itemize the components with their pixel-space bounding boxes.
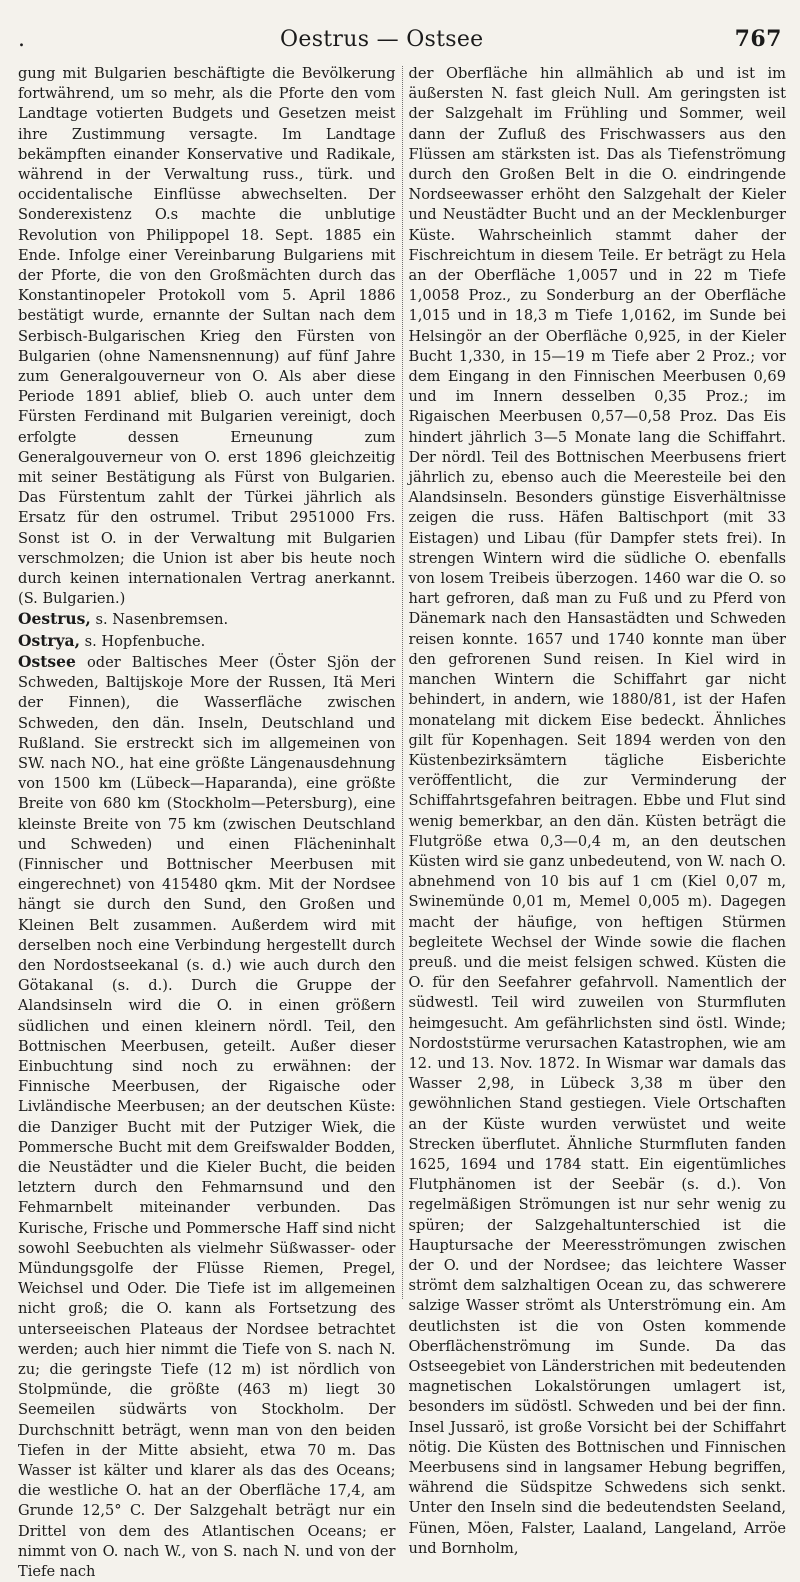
- left-column: [18, 64, 402, 1581]
- page-number: 767: [734, 26, 782, 52]
- entry-oestrus-text: s. Nasenbremsen.: [90, 611, 229, 629]
- page-header: [18, 26, 782, 54]
- running-title: Oestrus — Ostsee: [280, 27, 484, 52]
- entry-ostrya-text: s. Hopfenbuche.: [80, 632, 206, 650]
- entry-ostrya: [18, 631, 396, 652]
- headword-oestrus: Oestrus,: [18, 609, 91, 629]
- bulgaria-continuation-text: gung mit Bulgarien beschäftigte die Bevölkerung fortwährend, um so mehr, als die Pforte den vom Landtage votierten Budgets und Gesetzen meist ihre Zustimmung versagte. Im Landtage bekämpften einander Konservative und Radikale, während in der Verwaltung russ., türk. und occidentalische Einflüsse abwechselten. Der Sonderexistenz O.s machte die unblutige Revolution von Philippopel 18. Sept. 1885 ein Ende. Infolge einer Vereinbarung Bulgariens mit der Pforte, die von den Großmächten durch das Konstantinopeler Protokoll vom 5. April 1886 bestätigt wurde, ernannte der Sultan nach dem Serbisch-Bulgarischen Krieg den Fürsten von Bulgarien (ohne Namensnennung) auf fünf Jahre zum Generalgouverneur von O. Als aber diese Periode 1891 ablief, blieb O. auch unter dem Fürsten Ferdinand mit Bulgarien vereinigt, doch erfolgte dessen Erneunung zum Generalgouverneur von O. erst 1896 gleichzeitig mit seiner Bestätigung als Fürst von Bulgarien. Das Fürstentum zahlt der Türkei jährlich als Ersatz für den ostrumel. Tribut 2951000 Frs. Sonst ist O. in der Verwaltung mit Bulgarien verschmolzen; die Union ist aber bis heute noch durch keinen internationalen Vertrag anerkannt. (S. Bulgarien.): [18, 65, 396, 608]
- entry-ostsee-text: oder Baltisches Meer (Öster Sjön der Schweden, Baltijskoje More der Russen, Itä Meri der Finnen), die Wasserfläche zwischen Schweden, den dän. Inseln, Deutschland und Rußland. Sie erstreckt sich im allgemeinen von SW. nach NO., hat eine größte Längenausdehnung von 1500 km (Lübeck—Haparanda), eine größte Breite von 680 km (Stockholm—Petersburg), eine kleinste Breite von 75 km (zwischen Deutschland und Schweden) und einen Flächeninhalt (Finnischer und Bottnischer Meerbusen mit eingerechnet) von 415480 qkm. Mit der Nordsee hängt sie durch den Sund, den Großen und Kleinen Belt zusammen. Außerdem wird mit derselben noch eine Verbindung hergestellt durch den Nordostseekanal (s. d.) wie auch durch den Götakanal (s. d.). Durch die Gruppe der Alandsinseln wird die O. in einen größern südlichen und einen kleinern nördl. Teil, den Bottnischen Meerbusen, geteilt. Außer dieser Einbuchtung sind noch zu erwähnen: der Finnische Meerbusen, der Rigaische oder Livländische Meerbusen; an der deutschen Küste: die Danziger Bucht mit der Putziger Wiek, die Pommersche Bucht mit dem Greifswalder Bodden, die Neustädter und die Kieler Bucht, die beiden letztern durch den Fehmarnsund und den Fehmarnbelt miteinander verbunden. Das Kurische, Frische und Pommersche Haff sind nicht sowohl Seebuchten als vielmehr Süßwasser- oder Mündungsgolfe der Flüsse Riemen, Pregel, Weichsel und Oder. Die Tiefe ist im allgemeinen nicht groß; die O. kann als Fortsetzung des unterseeischen Plateaus der Nordsee betrachtet werden; auch hier nimmt die Tiefe von S. nach N. zu; die geringste Tiefe (12 m) ist nördlich von Stolpmünde, die größte (463 m) liegt 30 Seemeilen südwärts von Stockholm. Der Durchschnitt beträgt, wenn man von den beiden Tiefen in der Mitte absieht, etwa 70 m. Das Wasser ist kälter und klarer als das des Oceans; die westliche O. hat an der Oberfläche 17,4, am Grunde 12,5° C. Der Salzgehalt beträgt nur ein Drittel von dem des Atlantischen Oceans; er nimmt von O. nach W., von S. nach N. und von der Tiefe nach: [18, 653, 396, 1581]
- ostsee-continuation-text: der Oberfläche hin allmählich ab und ist im äußersten N. fast gleich Null. Am geringsten ist der Salzgehalt im Frühling und Sommer, weil dann der Zufluß des Frischwassers aus den Flüssen am stärksten ist. Das als Tiefenströmung durch den Großen Belt in die O. eindringende Nordseewasser erhöht den Salzgehalt der Kieler und Neustädter Bucht und an der Mecklenburger Küste. Wahrscheinlich stammt daher der Fischreichtum in diesem Teile. Er beträgt zu Hela an der Oberfläche 1,0057 und in 22 m Tiefe 1,0058 Proz., zu Sonderburg an der Oberfläche 1,015 und in 18,3 m Tiefe 1,0162, im Sunde bei Helsingör an der Oberfläche 0,925, in der Kieler Bucht 1,330, in 15—19 m Tiefe aber 2 Proz.; vor dem Eingang in den Finnischen Meerbusen 0,69 und im Innern desselben 0,35 Proz.; im Rigaischen Meerbusen 0,57—0,58 Proz. Das Eis hindert jährlich 3—5 Monate lang die Schiffahrt. Der nördl. Teil des Bottnischen Meerbusens friert jährlich zu, ebenso auch die Meeresteile bei den Alandsinseln. Besonders günstige Eisverhältnisse zeigen die russ. Häfen Baltischport (mit 33 Eistagen) und Libau (für Dampfer stets frei). In strengen Wintern wird die südliche O. ebenfalls von losem Treibeis überzogen. 1460 war die O. so hart gefroren, daß man zu Fuß und zu Pferd von Dänemark nach den Hansastädten und Schweden reisen konnte. 1657 und 1740 konnte man über den gefrorenen Sund reisen. In Kiel wird in manchen Wintern die Schiffahrt gar nicht behindert, in andern, wie 1880/81, ist der Hafen monatelang mit dickem Eise bedeckt. Ähnliches gilt für Kopenhagen. Seit 1894 werden von den Küstenbezirksämtern tägliche Eisberichte veröffentlicht, die zur Verminderung der Schiffahrtsgefahren beitragen. Ebbe und Flut sind wenig bemerkbar, an den dän. Küsten beträgt die Flutgröße etwa 0,3—0,4 m, an den deutschen Küsten wird sie ganz unbedeutend, von W. nach O. abnehmend von 10 bis auf 1 cm (Kiel 0,07 m, Swinemünde 0,01 m, Memel 0,005 m). Dagegen macht der häufige, von heftigen Stürmen begleitete Wechsel der Winde sowie die flachen preuß. und die meist felsigen schwed. Küsten die O. für den Seefahrer gefahrvoll. Namentlich der südwestl. Teil wird zuweilen von Sturmfluten heimgesucht. Am gefährlichsten sind östl. Winde; Nordoststürme verursachen Katastrophen, wie am 12. und 13. Nov. 1872. In Wismar war damals das Wasser 2,98, in Lübeck 3,38 m über den gewöhnlichen Stand gestiegen. Viele Ortschaften an der Küste wurden verwüstet und weite Strecken überflutet. Ähnliche Sturmfluten fanden 1625, 1694 und 1784 statt. Ein eigentümliches Flutphänomen ist der Seebär (s. d.). Von regelmäßigen Strömungen ist nur sehr wenig zu spüren; der Salzgehaltunterschied ist die Hauptursache der Meeresströmungen zwischen der O. und der Nordsee; das leichtere Wasser strömt dem salzhaltigen Ocean zu, das schwerere salzige Wasser strömt als Unterströmung ein. Am deutlichsten ist die von Osten kommende Oberflächenströmung im Sunde. Da das Ostseegebiet von Länderstrichen mit bedeutenden magnetischen Lokalstörungen umlagert ist, besonders im südöstl. Schweden und bei der finn. Insel Jussarö, ist große Vorsicht bei der Schiffahrt nötig. Die Küsten des Bottnischen und Finnischen Meerbusens sind in langsamer Hebung begriffen, während die Südspitze Schwedens sich senkt. Unter den Inseln sind die bedeutendsten Seeland, Fünen, Möen, Falster, Laaland, Langeland, Arröe und Bornholm,: [408, 65, 786, 1557]
- entry-oestrus: [18, 609, 396, 630]
- headword-ostsee: Ostsee: [18, 651, 76, 671]
- text-columns: [18, 64, 786, 1581]
- entry-ostsee: [18, 652, 396, 1582]
- headword-ostrya: Ostrya,: [18, 630, 80, 650]
- header-dot: .: [18, 27, 25, 52]
- right-column: [403, 64, 787, 1557]
